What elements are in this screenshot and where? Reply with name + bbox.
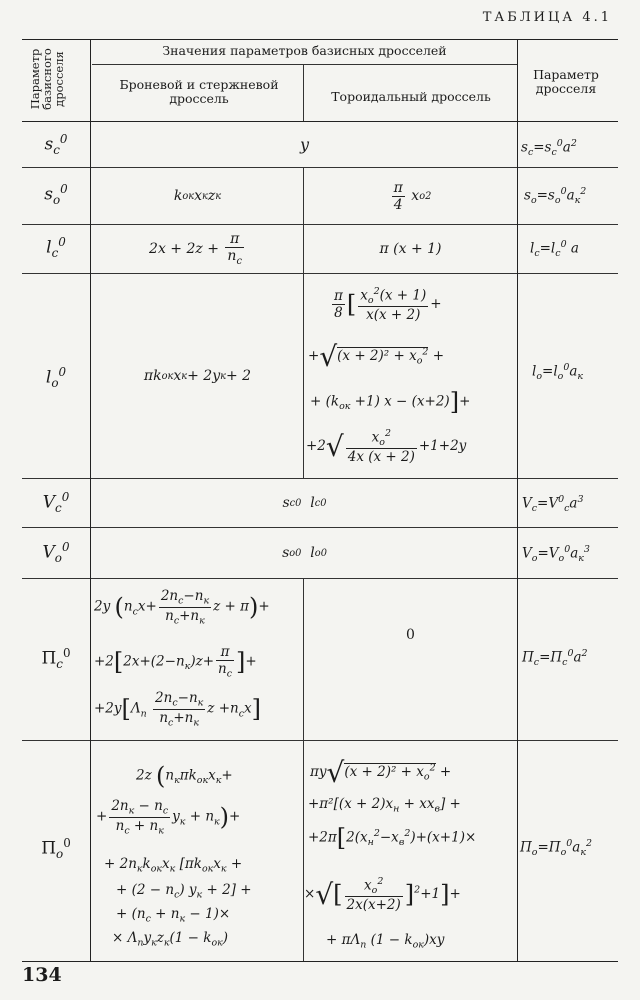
- column-rule: [90, 39, 91, 961]
- cell-so-armor: k ок x к z к: [173, 188, 222, 204]
- cell-po-armor-line4: + $(2 - n_c)$ $y_к + 2$] +: [116, 882, 252, 901]
- cell-vo-result: $V_o=V_o^0a_к^3$: [522, 544, 590, 565]
- row-param: $П_c^0$: [41, 646, 71, 672]
- row-param: $s_o^0$: [44, 182, 68, 208]
- row-rule: [22, 740, 618, 741]
- cell-lo-toroidal-line1: $\frac{\pi}{8}$ [ $\frac{x_o^2(x + 1)}{x(x + 2)}$ +: [334, 286, 442, 324]
- param-column-header: Параметр базисного дросселя: [28, 48, 66, 110]
- row-param: $l_o^0$: [45, 365, 67, 391]
- cell-lo-armor: πk ок x к + 2y к + 2: [143, 368, 252, 384]
- cell-po-armor-line2: + $2n_к - n_c$ $n_c + n_к$ $y_к + n_к)+$: [96, 798, 241, 837]
- cell-lo-toroidal-line2: $+√(x + 2)^2 + x_o^2$ +: [308, 340, 445, 373]
- cell-vo-value: s o 0 l o 0: [282, 545, 327, 561]
- page-number: 134: [22, 964, 62, 986]
- cell-po-toroidal-line2: $+\pi^2[(x + 2)x_н + xx_в]$ +: [308, 796, 461, 815]
- cell-pc-armor-line3: $+2y[\Lambda_п$ $2n_c-n_к$ $n_c+n_к$ $z +n_cx$]: [94, 690, 262, 729]
- cell-so-result: $s_o=s_o^0a_к^2$: [524, 186, 587, 207]
- row-param: $V_o^0$: [42, 540, 70, 566]
- table-bottom-rule: [22, 961, 618, 962]
- table-top-rule: [22, 39, 618, 40]
- row-param: $s_c^0$: [44, 132, 68, 158]
- group-header: Значения параметров базисных дросселей: [162, 43, 447, 58]
- cell-pc-result: $П_c=П_c^0a^2$: [522, 648, 588, 669]
- cell-sc-value: y: [299, 135, 310, 154]
- row-rule: [22, 578, 618, 579]
- table-caption: ТАБЛИЦА 4.1: [482, 10, 612, 25]
- column-rule: [517, 39, 518, 961]
- cell-lo-toroidal-line3: + $(k_{ок} +1) x - (x+2)]+$: [310, 388, 471, 416]
- toroidal-column-header: Тороидальный дроссель: [331, 89, 491, 104]
- cell-po-toroidal-line3: $+2\pi[2(x_н^2-x_в^2)+(x+1)\times$: [308, 824, 477, 852]
- cell-po-armor-line6: × $\Lambda_пy_кz_к(1 - k_{ок})$: [112, 930, 229, 949]
- header-subrule: [92, 64, 517, 65]
- armor-column-header: Броневой и стержневой дроссель: [119, 77, 279, 106]
- cell-po-toroidal-line1: $\pi y√(x + 2)^2 + x_o^2$ +: [310, 756, 452, 789]
- cell-po-armor-line1: 2z ($n_к\pi k_{ок}x_к+$: [136, 762, 233, 790]
- cell-po-armor-line3: + $2n_кk_{ок}x_к$ [$\pi k_{ок}x_к$ +: [104, 856, 243, 875]
- cell-lc-toroidal: π (x + 1): [379, 241, 442, 257]
- cell-po-toroidal-line5: + $\pi\Lambda_п$ $(1 - k_{ок})xy$: [326, 932, 445, 951]
- cell-pc-armor-line2: $+2[2x+(2-n_к)z+$ $\frac{\pi}{n_c}$ ]+: [94, 644, 257, 680]
- cell-po-toroidal-line4: ×√[ $\frac{x_o^2}{2x(x+2)}$ ]$^2$+1]+: [304, 876, 461, 914]
- result-column-header: Параметр дросселя: [533, 67, 599, 96]
- cell-po-armor-line5: + $(n_c + n_к - 1)\times$: [116, 906, 231, 925]
- cell-pc-toroidal: 0: [406, 627, 415, 643]
- cell-lc-result: $l_c=l_c^0$ a: [530, 239, 579, 260]
- cell-lo-result: $l_o=l_o^0a_к$: [532, 362, 584, 383]
- cell-lc-armor: 2x + 2z + π $n_c$: [149, 231, 242, 267]
- cell-po-result: $П_o=П_o^0a_к^2$: [520, 838, 592, 859]
- cell-lo-toroidal-line4: +2√ $\frac{x_o^2}{4x (x + 2)}$ +1+2y: [306, 428, 467, 466]
- cell-so-toroidal: π 4 x o 2: [393, 179, 432, 213]
- cell-pc-armor-line1: 2y ($n_cx+$ $2n_c-n_к$ $n_c+n_к$ z + π)+: [94, 588, 270, 627]
- row-param: $V_c^0$: [42, 490, 70, 516]
- row-param: $l_c^0$: [46, 235, 66, 261]
- cell-sc-result: $s_c=s_c^0a^2$: [521, 138, 577, 159]
- cell-vc-result: $V_c=V^0_ca^3$: [522, 494, 584, 515]
- row-param: $П_o^0$: [41, 836, 71, 862]
- column-rule: [303, 64, 304, 121]
- cell-vc-value: s c 0 l c 0: [282, 495, 327, 511]
